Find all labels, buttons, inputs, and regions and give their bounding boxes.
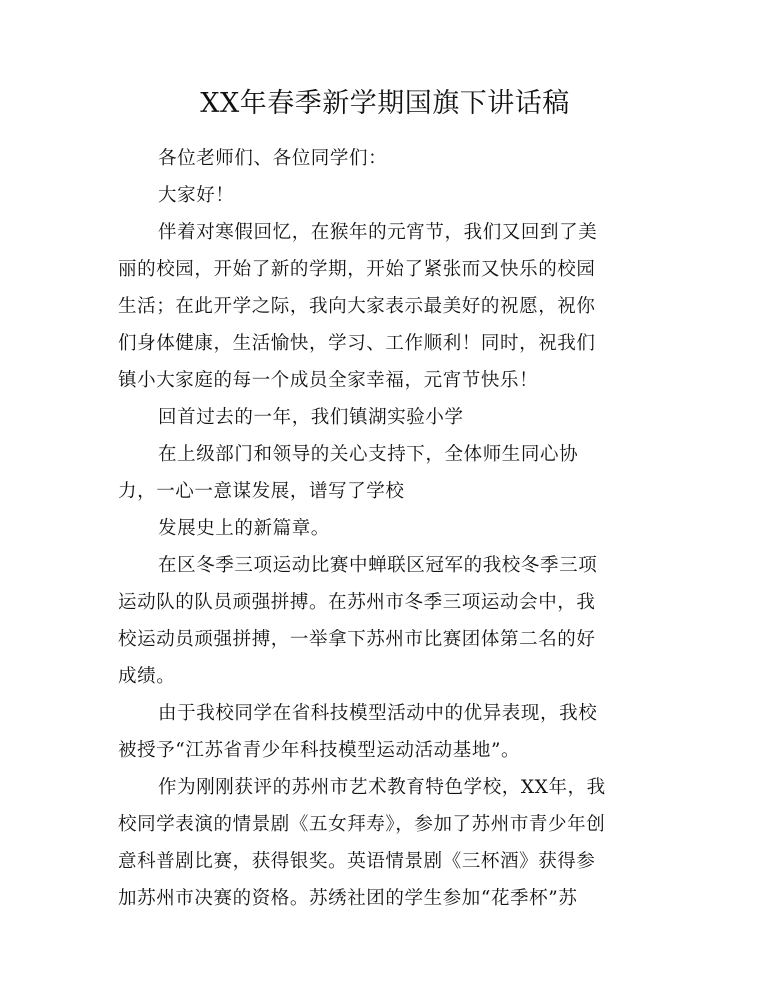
document-body: [118, 140, 643, 917]
text-line: 在区冬季三项运动比赛中蝉联区冠军的我校冬季三项: [158, 555, 598, 576]
text-line: 回首过去的一年，我们镇湖实验小学: [158, 407, 464, 428]
text-line: 镇小大家庭的每一个成员全家幸福，元宵节快乐！: [118, 370, 539, 391]
text-line: 由于我校同学在省科技模型活动中的优异表现，我校: [158, 703, 598, 724]
text-line: 加苏州市决赛的资格。苏绣社团的学生参加“花季杯”苏: [118, 888, 578, 909]
text-line: 生活；在此开学之际，我向大家表示最美好的祝愿，祝你: [118, 296, 596, 317]
document-title: XX年春季新学期国旗下讲话稿: [200, 88, 570, 119]
text-line: 成绩。: [118, 666, 176, 687]
text-line: 大家好！: [158, 185, 235, 206]
text-line: 校运动员顽强拼搏，一举拿下苏州市比赛团体第二名的好: [118, 629, 596, 650]
text-line: 各位老师们、各位同学们：: [158, 148, 388, 169]
text-line: 校同学表演的情景剧《五女拜寿》，参加了苏州市青少年创: [118, 814, 606, 835]
text-line: 们身体健康，生活愉快，学习、工作顺利！同时，祝我们: [118, 333, 596, 354]
text-line: 丽的校园，开始了新的学期，开始了紧张而又快乐的校园: [118, 259, 596, 280]
text-line: 运动队的队员顽强拼搏。在苏州市冬季三项运动会中，我: [118, 592, 596, 613]
text-line: 发展史上的新篇章。: [158, 518, 330, 539]
text-line: 在上级部门和领导的关心支持下，全体师生同心协: [158, 444, 579, 465]
text-line: 力，一心一意谋发展，谱写了学校: [118, 481, 405, 502]
text-line: 被授予“江苏省青少年科技模型运动活动基地”。: [118, 740, 521, 761]
text-line: 作为刚刚获评的苏州市艺术教育特色学校，XX年，我: [158, 777, 606, 798]
text-line: 伴着对寒假回忆，在猴年的元宵节，我们又回到了美: [158, 222, 598, 243]
text-line: 意科普剧比赛，获得银奖。英语情景剧《三杯酒》获得参: [118, 851, 596, 872]
